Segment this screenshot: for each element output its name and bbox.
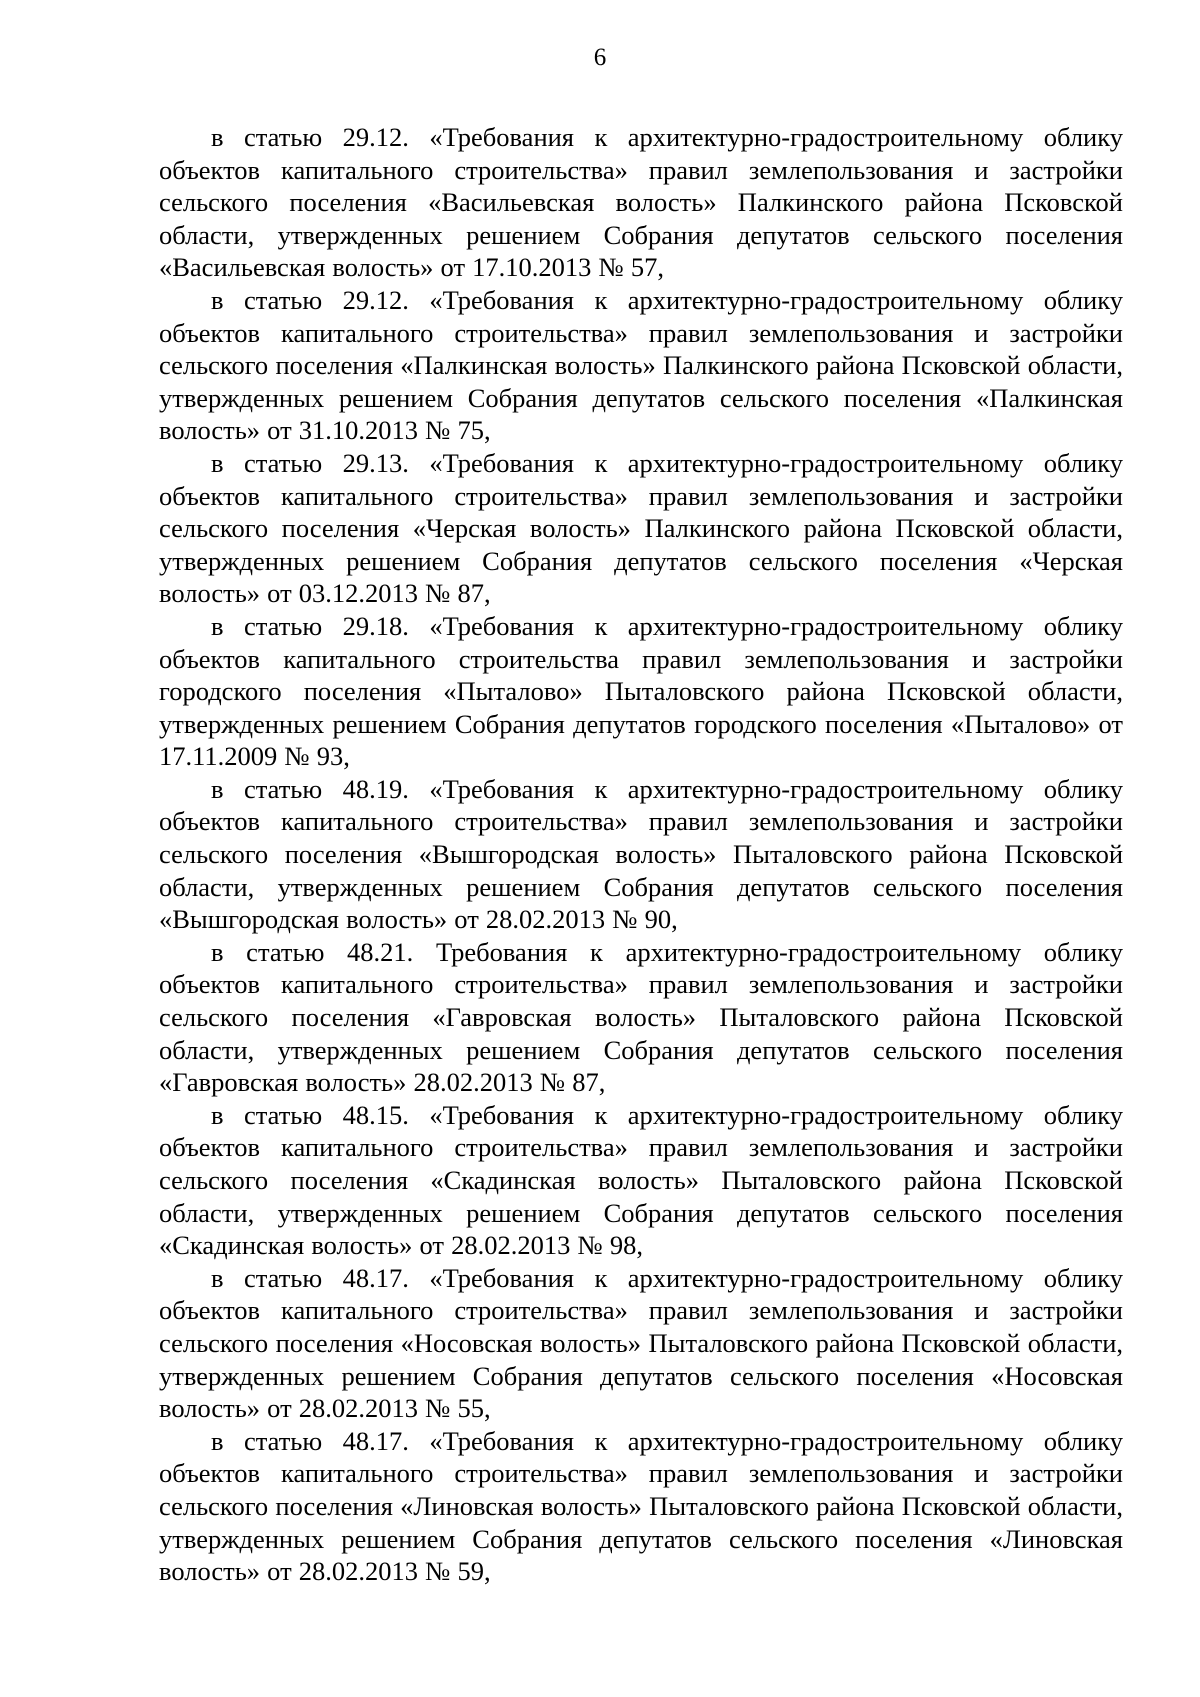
paragraph-amendment-5: в статью 48.19. «Требования к архитектурно-градостроительному облику объектов капитального строительства» правил землепользования и застройки сельского поселения «Вышгородская волость» Пыталовского района Псковской области, утвержденных решением Собрания депутатов сельского поселения «Вышгородская волость» от 28.02.2013 № 90, <box>159 773 1123 935</box>
paragraph-amendment-1: в статью 29.12. «Требования к архитектурно-градостроительному облику объектов капитального строительства» правил землепользования и застройки сельского поселения «Васильевская волость» Палкинского района Псковской области, утвержденных решением Собрания депутатов сельского поселения «Васильевская волость» от 17.10.2013 № 57, <box>159 122 1123 283</box>
paragraph-amendment-9: в статью 48.17. «Требования к архитектурно-градостроительному облику объектов капитального строительства» правил землепользования и застройки сельского поселения «Линовская волость» Пыталовского района Псковской области, утвержденных решением Собрания депутатов сельского поселения «Линовская волость» от 28.02.2013 № 59, <box>159 1425 1123 1587</box>
paragraph-amendment-8: в статью 48.17. «Требования к архитектурно-градостроительному облику объектов капитального строительства» правил землепользования и застройки сельского поселения «Носовская волость» Пыталовского района Псковской области, утвержденных решением Собрания депутатов сельского поселения «Носовская волость» от 28.02.2013 № 55, <box>159 1262 1123 1424</box>
paragraph-amendment-7: в статью 48.15. «Требования к архитектурно-градостроительному облику объектов капитального строительства» правил землепользования и застройки сельского поселения «Скадинская волость» Пыталовского района Псковской области, утвержденных решением Собрания депутатов сельского поселения «Скадинская волость» от 28.02.2013 № 98, <box>159 1099 1123 1261</box>
page-number: 6 <box>593 44 607 71</box>
document-body <box>159 121 1123 1588</box>
paragraph-amendment-6: в статью 48.21. Требования к архитектурно-градостроительному облику объектов капитального строительства» правил землепользования и застройки сельского поселения «Гавровская волость» Пыталовского района Псковской области, утвержденных решением Собрания депутатов сельского поселения «Гавровская волость» 28.02.2013 № 87, <box>159 936 1123 1098</box>
paragraph-amendment-2: в статью 29.12. «Требования к архитектурно-градостроительному облику объектов капитального строительства» правил землепользования и застройки сельского поселения «Палкинская волость» Палкинского района Псковской области, утвержденных решением Собрания депутатов сельского поселения «Палкинская волость» от 31.10.2013 № 75, <box>159 284 1123 446</box>
paragraph-amendment-4: в статью 29.18. «Требования к архитектурно-градостроительному облику объектов капитального строительства правил землепользования и застройки городского поселения «Пыталово» Пыталовского района Псковской области, утвержденных решением Собрания депутатов городского поселения «Пыталово» от 17.11.2009 № 93, <box>159 610 1123 772</box>
paragraph-amendment-3: в статью 29.13. «Требования к архитектурно-градостроительному облику объектов капитального строительства» правил землепользования и застройки сельского поселения «Черская волость» Палкинского района Псковской области, утвержденных решением Собрания депутатов сельского поселения «Черская волость» от 03.12.2013 № 87, <box>159 447 1123 609</box>
